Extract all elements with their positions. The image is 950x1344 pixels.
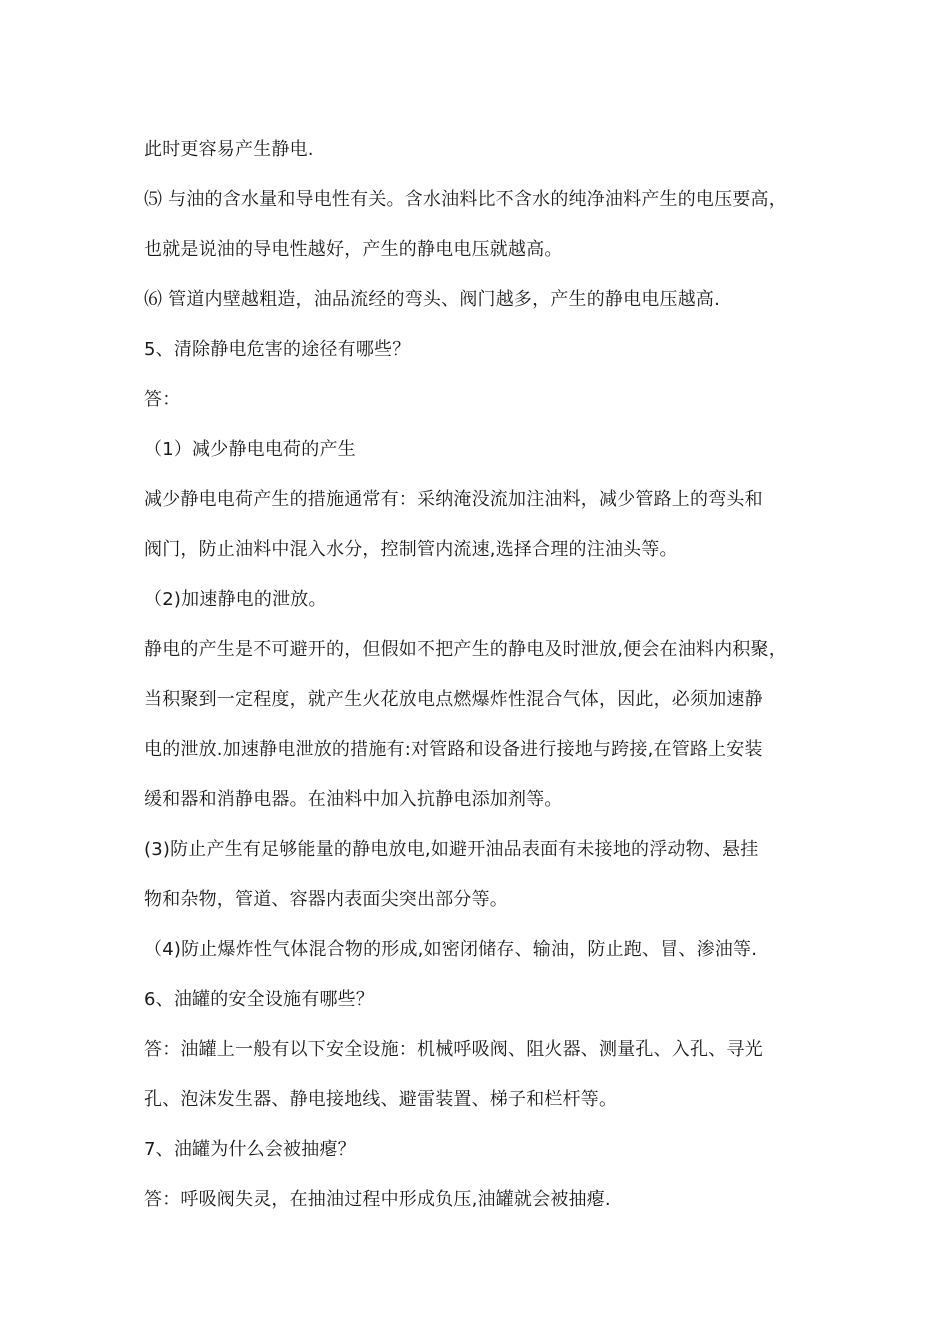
paragraph-line: (3)防止产生有足够能量的静电放电,如避开油品表面有未接地的浮动物、悬挂 bbox=[144, 839, 759, 860]
subheading: （1）减少静电电荷的产生 bbox=[144, 439, 356, 460]
paragraph-line: （4)防止爆炸性气体混合物的形成,如密闭储存、输油，防止跑、冒、渗油等. bbox=[144, 939, 758, 960]
paragraph-line: 答：油罐上一般有以下安全设施：机械呼吸阀、阻火器、测量孔、入孔、寻光 bbox=[144, 1039, 763, 1060]
paragraph-line: 静电的产生是不可避开的，但假如不把产生的静电及时泄放,便会在油料内积聚， bbox=[144, 639, 787, 660]
subheading: （2)加速静电的泄放。 bbox=[144, 589, 327, 610]
paragraph-line: 减少静电电荷产生的措施通常有：采纳淹没流加注油料，减少管路上的弯头和 bbox=[144, 489, 763, 510]
paragraph-line: 当积聚到一定程度，就产生火花放电点燃爆炸性混合气体，因此，必须加速静 bbox=[144, 689, 763, 710]
paragraph-line: ⑹ 管道内壁越粗造，油品流经的弯头、阀门越多，产生的静电电压越高. bbox=[144, 289, 721, 310]
paragraph-line: 答：呼吸阀失灵，在抽油过程中形成负压,油罐就会被抽瘪. bbox=[144, 1189, 611, 1210]
paragraph-line: 电的泄放.加速静电泄放的措施有:对管路和设备进行接地与跨接,在管路上安装 bbox=[144, 739, 763, 760]
paragraph-line: 缓和器和消静电器。在油料中加入抗静电添加剂等。 bbox=[144, 789, 563, 810]
question-heading: 5、清除静电危害的途径有哪些？ bbox=[144, 339, 411, 360]
paragraph-line: 此时更容易产生静电. bbox=[144, 139, 314, 160]
paragraph-line: 也就是说油的导电性越好，产生的静电电压就越高。 bbox=[144, 239, 563, 260]
paragraph-line: ⑸ 与油的含水量和导电性有关。含水油料比不含水的纯净油料产生的电压要高， bbox=[144, 189, 787, 210]
question-heading: 7、油罐为什么会被抽瘪？ bbox=[144, 1139, 356, 1160]
paragraph-line: 孔、泡沫发生器、静电接地线、避雷装置、梯子和栏杆等。 bbox=[144, 1089, 618, 1110]
paragraph-line: 物和杂物，管道、容器内表面尖突出部分等。 bbox=[144, 889, 508, 910]
answer-label: 答： bbox=[144, 389, 181, 410]
paragraph-line: 阀门，防止油料中混入水分，控制管内流速,选择合理的注油头等。 bbox=[144, 539, 678, 560]
question-heading: 6、油罐的安全设施有哪些？ bbox=[144, 989, 375, 1010]
